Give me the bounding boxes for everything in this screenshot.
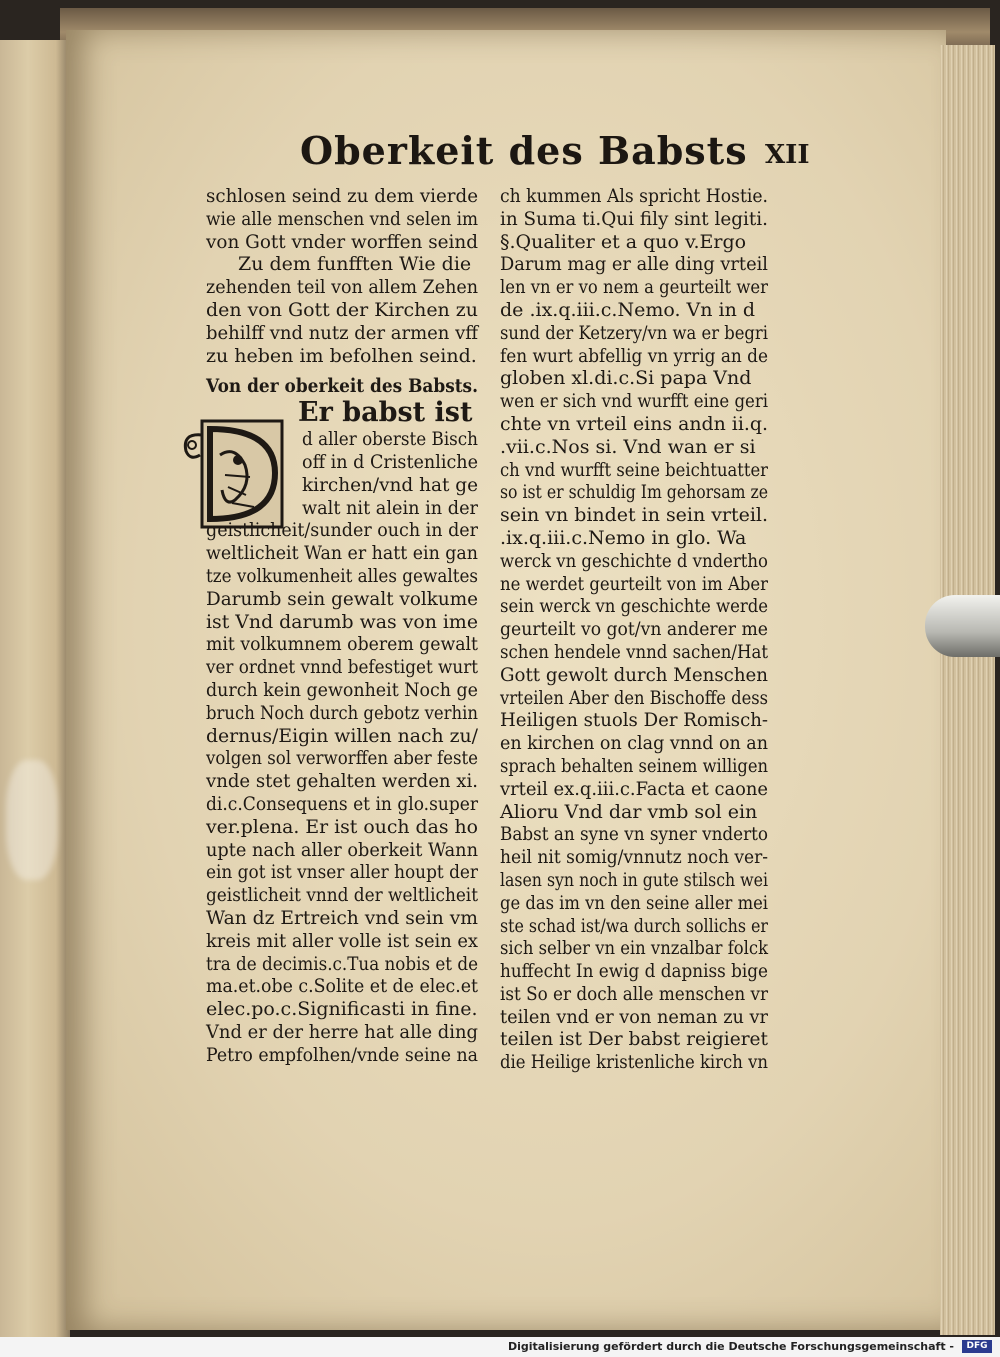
text-line: chte vn vrteil eins andn ii.q.	[500, 412, 768, 435]
text-line: sprach behalten seinem willigen	[500, 754, 768, 777]
text-line: vrteil ex.q.iii.c.Facta et caone	[500, 777, 768, 800]
text-line: di.c.Consequens et in glo.super	[206, 792, 478, 815]
text-line: geurteilt vo got/vn anderer me	[500, 618, 768, 641]
section-heading: Von der oberkeit des Babsts.	[206, 375, 478, 398]
text-line: bruch Noch durch gebotz verhin	[206, 701, 478, 724]
text-line: tra de decimis.c.Tua nobis et de	[206, 952, 478, 975]
text-line: fen wurt abfellig vn yrrig an de	[500, 344, 768, 367]
dfg-logo: DFG	[962, 1340, 992, 1353]
text-line: globen xl.di.c.Si papa Vnd	[500, 367, 752, 390]
text-line: sund der Ketzery/vn wa er begri	[500, 321, 768, 344]
text-line: schen hendele vnnd sachen/Hat	[500, 640, 768, 663]
text-line: ge das im vn den seine aller mei	[500, 891, 768, 914]
text-line: Babst an syne vn syner vnderto	[500, 823, 768, 846]
text-line: Wan dz Ertreich vnd sein vm	[206, 906, 478, 929]
text-line: geistlicheit/sunder ouch in der	[206, 519, 478, 542]
text-line: upte nach aller oberkeit Wann	[206, 838, 478, 861]
right-text-column	[500, 185, 825, 1074]
text-line: sich selber vn ein vnzalbar folck	[500, 937, 768, 960]
text-line: huffecht In ewig d dapniss bige	[500, 960, 768, 983]
text-line: Zu dem funfften Wie die	[238, 253, 472, 276]
text-line: volgen sol verworffen aber feste	[206, 747, 478, 770]
funding-notice: Digitalisierung gefördert durch die Deutsche Forschungsgemeinschaft -	[507, 1340, 954, 1353]
text-line: Heiligen stuols Der Romisch-	[500, 709, 768, 732]
text-line: dernus/Eigin willen nach zu/	[206, 724, 478, 747]
text-line: ist So er doch alle menschen vr	[500, 982, 768, 1005]
paper-stain	[6, 760, 58, 880]
opening-words: Er babst ist	[298, 397, 473, 429]
text-line: heil nit somig/vnnutz noch ver-	[500, 846, 768, 869]
text-line: werck vn geschichte d vndertho	[500, 549, 768, 572]
text-line: ver ordnet vnnd befestiget wurt	[206, 656, 478, 679]
text-line: ch vnd wurfft seine beichtuatter	[500, 458, 768, 481]
text-line: .vii.c.Nos si. Vnd wan er si	[500, 435, 756, 458]
text-line: wen er sich vnd wurfft eine geri	[500, 390, 768, 413]
text-line: off in d Cristenliche	[302, 450, 478, 473]
text-line: so ist er schuldig Im gehorsam ze	[500, 481, 768, 504]
running-title: Oberkeit des Babsts	[300, 128, 748, 173]
text-line: vrteilen Aber den Bischoffe dess	[500, 686, 768, 709]
footer-bar	[0, 1337, 1000, 1357]
folio-number: XII	[765, 140, 810, 170]
text-line: von Gott vnder worffen seind	[206, 230, 478, 253]
text-line: len vn er vo nem a geurteilt wer	[500, 276, 768, 299]
text-line: durch kein gewonheit Noch ge	[206, 678, 478, 701]
left-text-column	[206, 185, 520, 1066]
text-line: ma.et.obe c.Solite et de elec.et	[206, 975, 478, 998]
text-line: zehenden teil von allem Zehen	[206, 276, 478, 299]
text-line: sein werck vn geschichte werde	[500, 595, 768, 618]
text-line: ch kummen Als spricht Hostie.	[500, 185, 768, 207]
text-line: schlosen seind zu dem vierde	[206, 185, 478, 207]
text-line: wie alle menschen vnd selen im	[206, 207, 478, 230]
text-line: ste schad ist/wa durch sollichs er	[500, 914, 768, 937]
text-line: Alioru Vnd dar vmb sol ein	[500, 800, 758, 823]
text-line: ein got ist vnser aller houpt der	[206, 861, 478, 884]
text-line: Darumb sein gewalt volkume	[206, 587, 478, 610]
text-line: behilff vnd nutz der armen vff	[206, 321, 478, 344]
text-line: die Heilige kristenliche kirch vn	[500, 1051, 768, 1074]
text-line: zu heben im befolhen seind.	[206, 344, 477, 367]
text-line: d aller oberste Bisch	[302, 428, 478, 451]
page-clip	[925, 595, 1000, 657]
text-line: Darum mag er alle ding vrteil	[500, 253, 768, 276]
text-line: kreis mit aller volle ist sein ex	[206, 929, 478, 952]
text-line: walt nit alein in der	[302, 496, 478, 519]
text-line: Gott gewolt durch Menschen	[500, 663, 768, 686]
left-page-margin	[0, 40, 70, 1337]
text-line: mit volkumnem oberem gewalt	[206, 633, 478, 656]
text-line: weltlicheit Wan er hatt ein gan	[206, 542, 478, 565]
text-line: ist Vnd darumb was von ime	[206, 610, 478, 633]
text-line: den von Gott der Kirchen zu	[206, 298, 478, 321]
text-line: §.Qualiter et a quo v.Ergo	[500, 230, 747, 253]
text-line: ver.plena. Er ist ouch das ho	[206, 815, 478, 838]
text-line: Petro empfolhen/vnde seine na	[206, 1043, 478, 1066]
text-line: sein vn bindet in sein vrteil.	[500, 504, 768, 527]
text-line: .ix.q.iii.c.Nemo in glo. Wa	[500, 526, 747, 549]
text-line: tze volkumenheit alles gewaltes	[206, 564, 478, 587]
text-line: teilen vnd er von neman zu vr	[500, 1005, 768, 1028]
text-line: de .ix.q.iii.c.Nemo. Vn in d	[500, 298, 756, 321]
page-edges	[940, 45, 995, 1335]
text-line: vnde stet gehalten werden xi.	[206, 770, 478, 793]
text-line: teilen ist Der babst reigieret	[500, 1028, 768, 1051]
text-line: en kirchen on clag vnnd on an	[500, 732, 768, 755]
text-line: ne werdet geurteilt von im Aber	[500, 572, 768, 595]
text-line: geistlicheit vnnd der weltlicheit	[206, 884, 478, 907]
text-line: in Suma ti.Qui fily sint legiti.	[500, 207, 768, 230]
text-line: kirchen/vnd hat ge	[302, 473, 478, 496]
text-line: elec.po.c.Significasti in fine.	[206, 998, 478, 1021]
text-line: Vnd er der herre hat alle ding	[206, 1020, 478, 1043]
text-line: lasen syn noch in gute stilsch wei	[500, 868, 768, 891]
